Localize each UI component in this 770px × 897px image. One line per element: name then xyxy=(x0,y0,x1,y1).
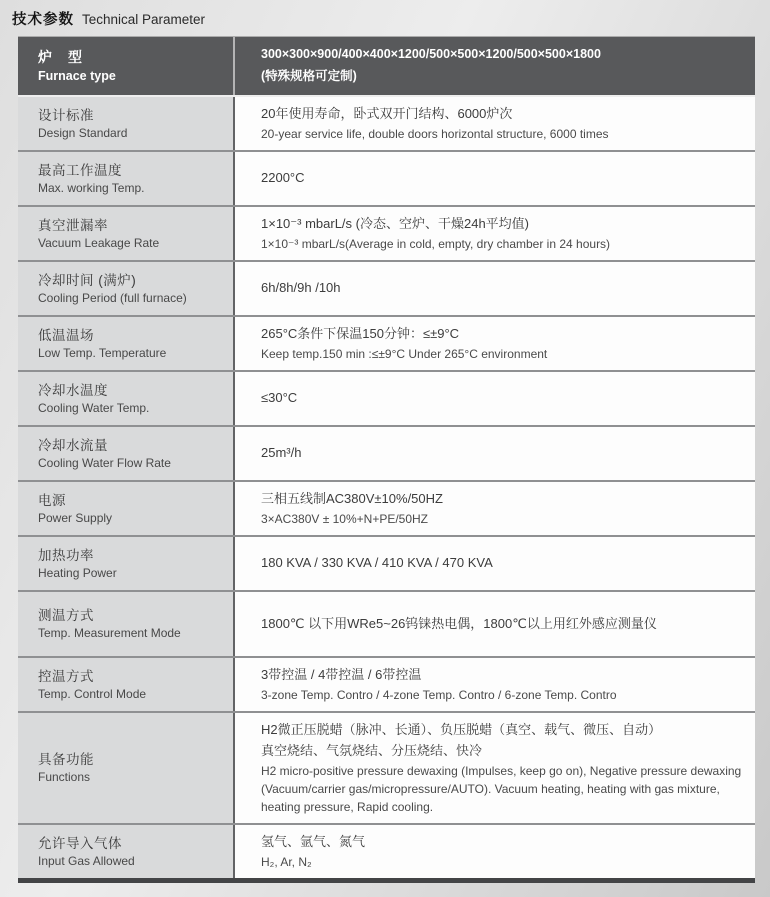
param-value-line: Keep temp.150 min :≤±9°C Under 265°C environment xyxy=(261,346,548,361)
param-label-cell xyxy=(18,317,235,370)
param-value-line: H2 micro-positive pressure dewaxing (Impulses, keep go on), Negative pressure dewaxing (Vacuum/carrier gas/micropressure/AUTO). Vacuum heating, heating with gas mixture, heating pressure, Rapid cooling. xyxy=(261,763,742,814)
param-row-max-working-temp xyxy=(18,150,755,205)
param-label-cell xyxy=(18,658,235,711)
param-label-en: Vacuum Leakage Rate xyxy=(38,235,160,250)
param-value-line: 3×AC380V ± 10%+N+PE/50HZ xyxy=(261,511,429,526)
param-label-zh: 低温温场 xyxy=(38,327,94,343)
param-value-cell xyxy=(235,537,755,590)
param-label-en: Heating Power xyxy=(38,565,117,580)
param-value-line: 2200°C xyxy=(261,170,305,186)
param-value-cell xyxy=(235,658,755,711)
param-label-zh: 最高工作温度 xyxy=(38,162,122,178)
param-row-functions xyxy=(18,711,755,823)
param-value-cell xyxy=(235,825,755,878)
param-label-zh: 冷却时间 (满炉) xyxy=(38,272,137,288)
technical-parameter-table xyxy=(18,36,755,883)
param-label-zh: 冷却水温度 xyxy=(38,382,108,398)
param-row-design-standard xyxy=(18,95,755,150)
table-header-row-furnace-type xyxy=(18,37,755,95)
param-value-cell xyxy=(235,97,755,150)
param-label-cell xyxy=(18,207,235,260)
param-value-line: 20年使用寿命，卧式双开门结构、6000炉次 xyxy=(261,106,513,122)
param-label-cell xyxy=(18,97,235,150)
param-row-cooling-water-flow-rate xyxy=(18,425,755,480)
param-value-line: 1×10⁻³ mbarL/s(Average in cold, empty, dry chamber in 24 hours) xyxy=(261,236,611,251)
param-label-cell xyxy=(18,262,235,315)
param-row-cooling-water-temp xyxy=(18,370,755,425)
param-label-cell xyxy=(18,152,235,205)
param-row-temp-measurement-mode xyxy=(18,590,755,656)
param-value-line: 真空烧结、气氛烧结、分压烧结、快冷 xyxy=(261,743,483,758)
param-value-line: 1×10⁻³ mbarL/s (冷态、空炉、干燥24h平均值) xyxy=(261,216,530,232)
param-value-cell xyxy=(235,317,755,370)
param-value-line: 180 KVA / 330 KVA / 410 KVA / 470 KVA xyxy=(261,555,493,571)
param-value-line: 6h/8h/9h /10h xyxy=(261,280,341,296)
param-label-en: Functions xyxy=(38,770,91,785)
param-label-en: Power Supply xyxy=(38,510,113,525)
param-label-zh: 电源 xyxy=(38,492,66,508)
param-label-cell xyxy=(18,825,235,878)
param-label-cell xyxy=(18,537,235,590)
param-row-temp-control-mode xyxy=(18,656,755,711)
param-value-line: 265°C条件下保温150分钟：≤±9°C xyxy=(261,326,460,342)
param-label-zh: 测温方式 xyxy=(38,608,94,624)
param-row-vacuum-leakage-rate xyxy=(18,205,755,260)
param-label-cell xyxy=(18,372,235,425)
param-label-en: Cooling Period (full furnace) xyxy=(38,290,187,305)
param-label-zh: 真空泄漏率 xyxy=(38,217,108,233)
param-label-en: Input Gas Allowed xyxy=(38,853,135,868)
param-row-input-gas-allowed xyxy=(18,823,755,878)
param-label-cell xyxy=(18,482,235,535)
param-value-cell xyxy=(235,152,755,205)
param-row-heating-power xyxy=(18,535,755,590)
param-label-en: Max. working Temp. xyxy=(38,180,145,195)
param-value-cell xyxy=(235,427,755,480)
param-value-line: 三相五线制AC380V±10%/50HZ xyxy=(261,491,443,507)
param-value-line: ≤30°C xyxy=(261,390,298,406)
header-label-en: Furnace type xyxy=(38,69,116,84)
header-label-zh: 炉 型 xyxy=(38,49,83,66)
param-value-line: 20-year service life, double doors horizontal structure, 6000 times xyxy=(261,126,609,141)
param-value-cell xyxy=(235,713,755,823)
param-label-zh: 加热功率 xyxy=(38,547,94,563)
param-value-line: 1800℃ 以下用WRe5~26钨铼热电偶，1800℃以上用红外感应测量仪 xyxy=(261,615,657,631)
param-value-cell xyxy=(235,592,755,656)
param-label-zh: 具备功能 xyxy=(38,752,94,768)
param-label-zh: 设计标准 xyxy=(38,107,94,123)
param-row-power-supply xyxy=(18,480,755,535)
param-label-en: Cooling Water Flow Rate xyxy=(38,455,171,470)
param-value-line: 氢气、氩气、氮气 xyxy=(261,834,366,850)
param-value-line: 3-zone Temp. Contro / 4-zone Temp. Contro / 6-zone Temp. Contro xyxy=(261,687,617,702)
param-value-line: H₂, Ar, N₂ xyxy=(261,854,312,869)
param-value-line: 25m³/h xyxy=(261,445,302,461)
param-value-cell xyxy=(235,372,755,425)
header-value-cell xyxy=(235,37,755,95)
param-label-en: Low Temp. Temperature xyxy=(38,345,167,360)
page-title xyxy=(12,8,760,29)
param-row-low-temp-temperature xyxy=(18,315,755,370)
param-label-cell xyxy=(18,592,235,656)
param-value-line: H2微正压脱蜡（脉冲、长通）、负压脱蜡（真空、载气、微压、自动） xyxy=(261,722,662,738)
page-title-en: Technical Parameter xyxy=(82,12,206,27)
param-label-cell xyxy=(18,427,235,480)
param-label-zh: 控温方式 xyxy=(38,668,94,684)
param-value-cell xyxy=(235,262,755,315)
param-value-line: 3带控温 / 4带控温 / 6带控温 xyxy=(261,667,422,683)
page-title-zh: 技术参数 xyxy=(12,12,74,28)
param-row-cooling-period xyxy=(18,260,755,315)
param-label-en: Temp. Control Mode xyxy=(38,686,147,701)
header-label-cell xyxy=(18,37,235,95)
param-label-zh: 冷却水流量 xyxy=(38,437,108,453)
param-label-en: Design Standard xyxy=(38,125,128,140)
param-label-cell xyxy=(18,713,235,823)
param-label-en: Cooling Water Temp. xyxy=(38,400,150,415)
param-value-cell xyxy=(235,207,755,260)
param-label-zh: 允许导入气体 xyxy=(38,835,122,851)
param-label-en: Temp. Measurement Mode xyxy=(38,626,181,641)
param-value-cell xyxy=(235,482,755,535)
header-value-line: (特殊规格可定制) xyxy=(261,69,357,83)
header-value-line: 300×300×900/400×400×1200/500×500×1200/500×500×1800 xyxy=(261,47,601,62)
